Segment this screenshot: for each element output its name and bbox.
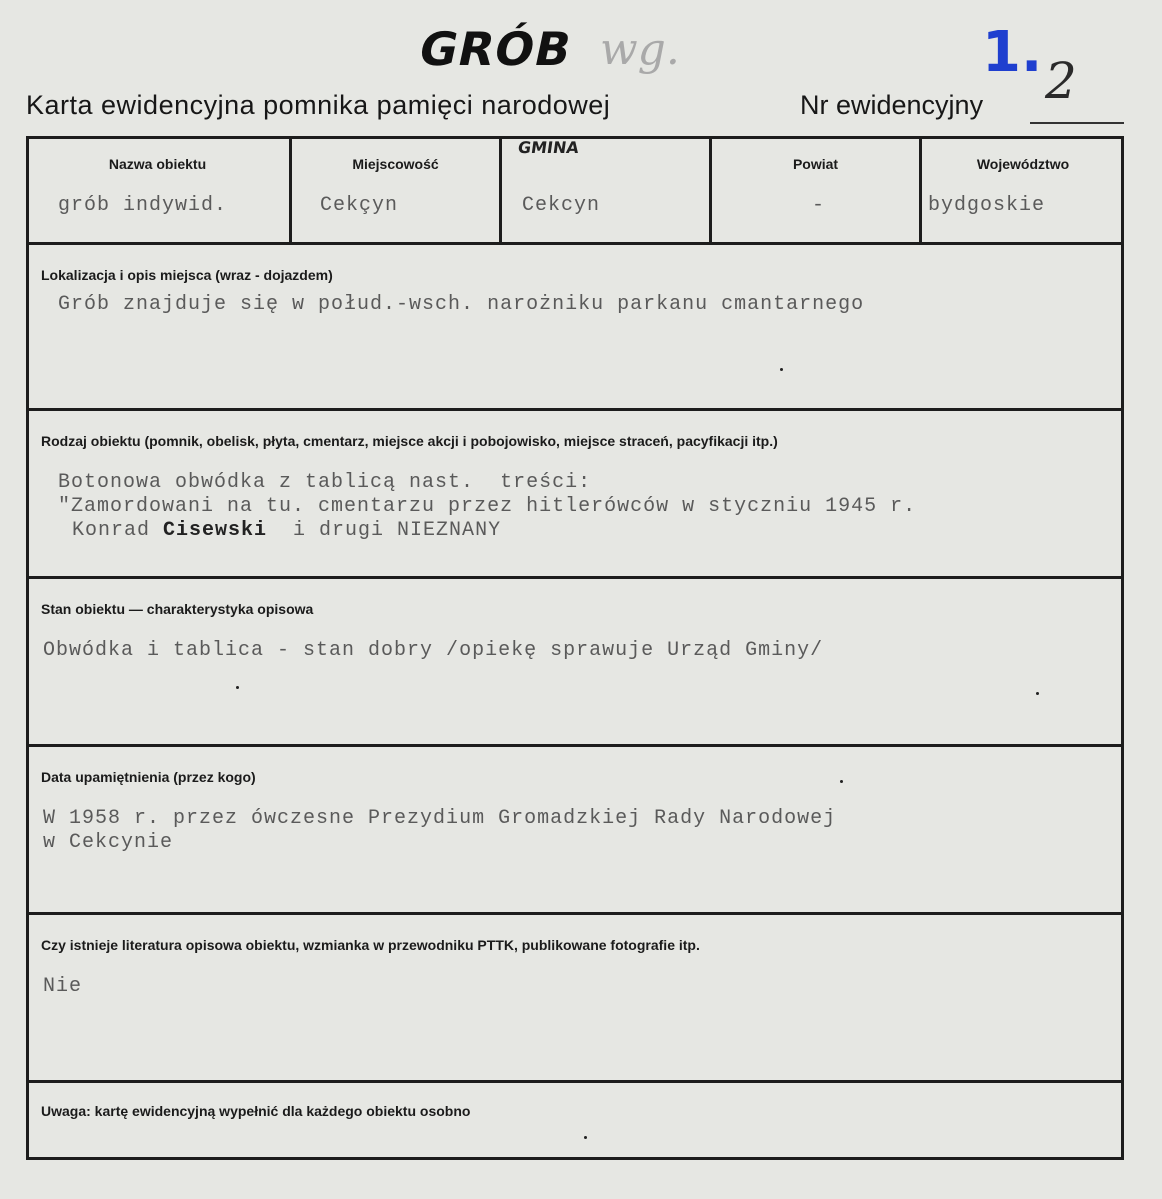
column-label: Miejscowość (352, 156, 439, 172)
locality-value: Cekçyn (320, 194, 399, 217)
literature-text: Nie (43, 975, 83, 998)
column-district (712, 136, 922, 242)
scan-speck (1036, 692, 1039, 695)
commemoration-label: Data upamiętnienia (przez kogo) (41, 769, 256, 785)
scan-speck (840, 780, 843, 783)
faint-handwritten-note: wg. (600, 24, 680, 75)
object-type-line-2: "Zamordowani na tu. cmentarzu przez hitlerówców w styczniu 1945 r. (58, 495, 917, 518)
scan-speck (584, 1136, 587, 1139)
column-label: Województwo (976, 156, 1070, 172)
line-suffix: i drugi NIEZNANY (267, 519, 502, 542)
card-title: Karta ewidencyjna pomnika pamięci narodowej (26, 90, 611, 120)
commemoration-line-1: W 1958 r. przez ówczesne Prezydium Gromadzkiej Rady Narodowej (43, 807, 837, 830)
object-header-row (26, 136, 1124, 242)
note-label: Uwaga: kartę ewidencyjną wypełnić dla każdego obiektu osobno (41, 1103, 471, 1119)
line-prefix: Konrad (72, 519, 164, 542)
section-literature (26, 912, 1124, 1080)
district-value: - (812, 194, 826, 217)
section-location (26, 242, 1124, 408)
registration-number-line (1030, 122, 1124, 124)
registration-number-label: Nr ewidencyjny (800, 90, 984, 120)
scan-speck (780, 368, 783, 371)
condition-text: Obwódka i tablica - stan dobry /opiekę sprawuje Urząd Gminy/ (43, 639, 824, 662)
condition-label: Stan obiektu — charakterystyka opisowa (41, 601, 314, 617)
column-label: Nazwa obiektu (108, 156, 207, 172)
location-text: Grób znajduje się w połud.-wsch. narożniku parkanu cmantarnego (58, 293, 865, 316)
voivodeship-value: bydgoskie (928, 194, 1046, 217)
commune-handwritten-label: GMINA (516, 138, 581, 157)
object-type-label: Rodzaj obiektu (pomnik, obelisk, płyta, cmentarz, miejsce akcji i pobojowisko, miejsce straceń, pacyfikacji itp.) (41, 433, 778, 449)
column-locality (292, 136, 502, 242)
literature-label: Czy istnieje literatura opisowa obiektu, wzmianka w przewodniku PTTK, publikowane fotografie itp. (41, 937, 700, 953)
victim-name: Cisewski (163, 519, 268, 542)
section-object-type (26, 408, 1124, 576)
section-condition (26, 576, 1124, 744)
object-type-line-3 (72, 519, 501, 543)
handwritten-title: GRÓB (414, 22, 578, 76)
section-commemoration (26, 744, 1124, 912)
object-name-value: grób indywid. (58, 194, 228, 217)
crossed-out-number: 2 (1045, 52, 1077, 110)
commemoration-line-2: w Cekcynie (43, 831, 174, 854)
commune-value: Cekcyn (522, 194, 601, 217)
column-voivodeship (922, 136, 1124, 242)
column-object-name (26, 136, 292, 242)
location-label: Lokalizacja i opis miejsca (wraz - dojazdem) (41, 267, 333, 283)
object-type-line-1: Botonowa obwódka z tablicą nast. treści: (58, 471, 592, 494)
column-label: Powiat (792, 156, 839, 172)
column-commune (502, 136, 712, 242)
scan-speck (236, 686, 239, 689)
section-note (26, 1080, 1124, 1160)
card-number-handwritten: 1. (982, 20, 1043, 85)
